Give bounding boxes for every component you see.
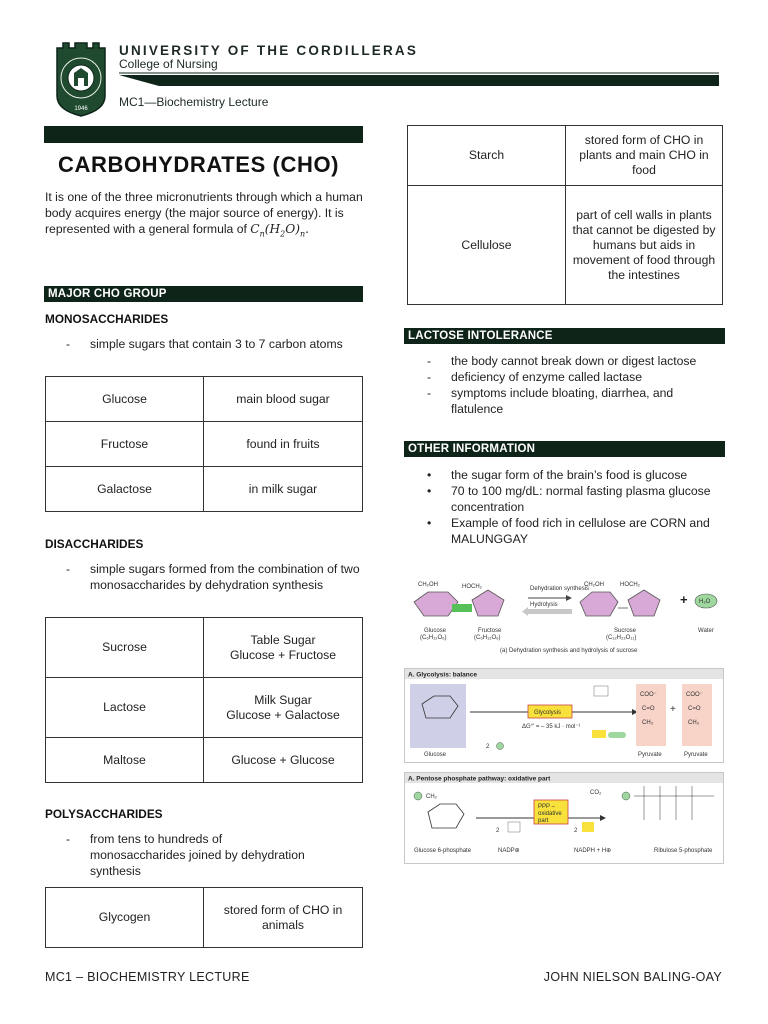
footer-right: JOHN NIELSON BALING-OAY: [543, 970, 722, 984]
sugar-name: Cellulose: [408, 186, 566, 305]
pyruvate-ch3-2: CH₃: [688, 720, 700, 726]
description-line: Glucose + Fructose: [229, 647, 336, 662]
sugar-name: Sucrose: [46, 618, 204, 678]
ppp-enzyme-line: PPP –: [538, 804, 555, 810]
coefficient-label: 2: [486, 744, 490, 750]
footer-left: MC1 – BIOCHEMISTRY LECTURE: [45, 970, 250, 984]
delta-g: ΔG°′ = – 35 kJ · mol⁻¹: [522, 724, 581, 730]
nadph-label: NADPH + H⊕: [574, 848, 612, 854]
table-row: [46, 377, 363, 422]
other-information-list: [427, 467, 717, 547]
list-item: [427, 483, 717, 515]
glucose6p-label: Glucose 6-phosphate: [414, 848, 472, 854]
list-item-text: the sugar form of the brain’s food is glucose: [451, 468, 688, 482]
svg-text:1946: 1946: [74, 106, 88, 112]
glycolysis-title: A. Glycolysis: balance: [408, 671, 478, 679]
sugar-name: Lactose: [46, 678, 204, 738]
other-information-heading: OTHER INFORMATION: [404, 441, 725, 457]
sugar-description: found in fruits: [204, 422, 363, 467]
lactose-intolerance-heading: LACTOSE INTOLERANCE: [404, 328, 725, 344]
ch2-label: CH₂: [426, 794, 437, 800]
table-row: [408, 186, 723, 305]
coefficient-label: 2: [496, 828, 500, 834]
pyruvate-coo-2: COO⁻: [686, 692, 703, 698]
table-row: [46, 467, 363, 512]
polysaccharides-table-right: [407, 125, 723, 305]
sugar-name: Galactose: [46, 467, 204, 512]
course-title: MC1—Biochemistry Lecture: [119, 95, 269, 109]
fructose-hoch2-label: HOCH₂: [462, 584, 482, 590]
pyruvate-coo-1: COO⁻: [640, 692, 657, 698]
lactose-intolerance-list: [427, 353, 717, 417]
university-name: UNIVERSITY OF THE CORDILLERAS: [119, 43, 419, 58]
description-line: Table Sugar: [250, 632, 316, 647]
ppp-enzyme-line: oxidative: [538, 811, 562, 817]
bullet-marker: •: [427, 468, 432, 482]
dash-marker: -: [427, 354, 432, 368]
glycolysis-enzyme: Glycolysis: [534, 710, 562, 716]
polysaccharides-table-left: [45, 887, 363, 948]
pentose-phosphate-figure: [404, 772, 724, 864]
pyruvate-ch3-1: CH₃: [642, 720, 654, 726]
monosaccharides-heading: MONOSACCHARIDES: [45, 312, 169, 326]
sugar-description: stored form of CHO in plants and main CHO in food: [566, 126, 723, 186]
ppp-title: A. Pentose phosphate pathway: oxidative part: [408, 775, 551, 783]
sucrose-ch2oh-label: CH₂OH: [584, 582, 604, 588]
disaccharides-definition: [66, 561, 366, 609]
ppp-enzyme-line: part: [538, 818, 549, 824]
glucose-formula: (C₆H₁₂O₆): [420, 635, 447, 641]
oh-h-highlight: [452, 604, 472, 612]
h2o-label: H₂O: [699, 599, 711, 605]
hydrolysis-label: Hydrolysis: [530, 602, 558, 608]
table-row: [46, 422, 363, 467]
pyruvate-co-1: C=O: [642, 706, 655, 712]
sugar-name: Glycogen: [46, 888, 204, 948]
glucose-ch2oh-label: CH₂OH: [418, 582, 438, 588]
intro-text: It is one of the three micronutrients through which a human body acquires energy (the major source of energy). It is represented with a general formula of: [45, 190, 363, 236]
definition-text: simple sugars that contain 3 to 7 carbon atoms: [90, 337, 343, 351]
major-cho-group-heading: MAJOR CHO GROUP: [44, 286, 363, 302]
dash-marker: -: [427, 370, 432, 384]
dash-marker: -: [66, 562, 71, 576]
sucrose-name: Sucrose: [614, 628, 637, 634]
bullet-marker: •: [427, 516, 432, 530]
nadp-label: NADP⊕: [498, 848, 520, 854]
description-line: Glucose + Galactose: [226, 707, 340, 722]
sucrose-formula: (C₁₂H₂₂O₁₁): [606, 635, 637, 641]
sucrose-synthesis-figure: [404, 574, 724, 658]
list-item-text: 70 to 100 mg/dL: normal fasting plasma glucose concentration: [451, 484, 711, 514]
list-item-text: deficiency of enzyme called lactase: [451, 370, 643, 384]
bullet-marker: •: [427, 484, 432, 498]
plus-sign: +: [680, 592, 688, 607]
table-row: [46, 678, 363, 738]
glucose-highlight: [410, 684, 466, 748]
coefficient-label: 2: [574, 828, 578, 834]
figure-caption: (a) Dehydration synthesis and hydrolysis of sucrose: [500, 648, 638, 654]
water-name: Water: [698, 628, 714, 634]
general-formula: $C_n(H_2O)_n$.: [250, 222, 310, 239]
table-row: [408, 126, 723, 186]
table-row: [46, 618, 363, 678]
co2-label: CO₂: [590, 790, 602, 796]
table-row: [46, 888, 363, 948]
title-bar: [44, 126, 363, 143]
polysaccharides-definition: [66, 831, 366, 879]
pyruvate-co-2: C=O: [688, 706, 701, 712]
list-item: [427, 369, 717, 385]
sugar-description: in milk sugar: [204, 467, 363, 512]
dash-marker: -: [66, 337, 71, 351]
dash-marker: -: [66, 832, 71, 846]
fructose-name: Fructose: [478, 628, 502, 634]
list-item: [427, 467, 717, 483]
sugar-name: Maltose: [46, 738, 204, 783]
sugar-description: main blood sugar: [204, 377, 363, 422]
header-divider: [119, 72, 719, 86]
list-item-text: Example of food rich in cellulose are CORN and MALUNGGAY: [451, 516, 710, 546]
list-item: [427, 353, 717, 369]
sugar-name: Glucose: [46, 377, 204, 422]
sugar-name: Starch: [408, 126, 566, 186]
list-item-text: the body cannot break down or digest lactose: [451, 354, 697, 368]
description-line: Milk Sugar: [254, 692, 312, 707]
pyruvate-label-2: Pyruvate: [684, 752, 708, 758]
polysaccharides-heading: POLYSACCHARIDES: [45, 807, 163, 821]
definition-text: simple sugars formed from the combination of two monosaccharides by dehydration synthesis: [90, 562, 360, 592]
dash-marker: -: [427, 386, 432, 400]
glucose-label: Glucose: [424, 752, 447, 758]
list-item-text: symptoms include bloating, diarrhea, and flatulence: [451, 386, 674, 416]
page-title: CARBOHYDRATES (CHO): [58, 152, 340, 177]
sugar-description: [204, 678, 363, 738]
monosaccharides-table: [45, 376, 363, 512]
monosaccharides-definition: [66, 336, 366, 368]
glucose-name: Glucose: [424, 628, 447, 634]
college-name: College of Nursing: [119, 57, 218, 71]
sugar-name: Fructose: [46, 422, 204, 467]
sugar-description: Glucose + Glucose: [204, 738, 363, 783]
plus-sign: +: [670, 704, 676, 715]
disaccharides-heading: DISACCHARIDES: [45, 537, 144, 551]
sugar-description: part of cell walls in plants that cannot be digested by humans but aids in movement of food through the intestines: [566, 186, 723, 305]
list-item: [427, 385, 717, 417]
list-item: [427, 515, 717, 547]
sucrose-hoch2-label: HOCH₂: [620, 582, 640, 588]
glycolysis-figure: [404, 668, 724, 763]
disaccharides-table: [45, 617, 363, 783]
ribulose5p-label: Ribulose 5-phosphate: [654, 848, 713, 854]
fructose-formula: (C₆H₁₂O₆): [474, 635, 501, 641]
definition-text: from tens to hundreds of monosaccharides joined by dehydration synthesis: [90, 832, 305, 878]
sugar-description: [204, 618, 363, 678]
table-row: [46, 738, 363, 783]
university-logo: [52, 40, 110, 118]
dehydration-label: Dehydration synthesis: [530, 586, 590, 592]
sugar-description: stored form of CHO in animals: [204, 888, 363, 948]
intro-paragraph: [45, 189, 363, 242]
pyruvate-label-1: Pyruvate: [638, 752, 662, 758]
